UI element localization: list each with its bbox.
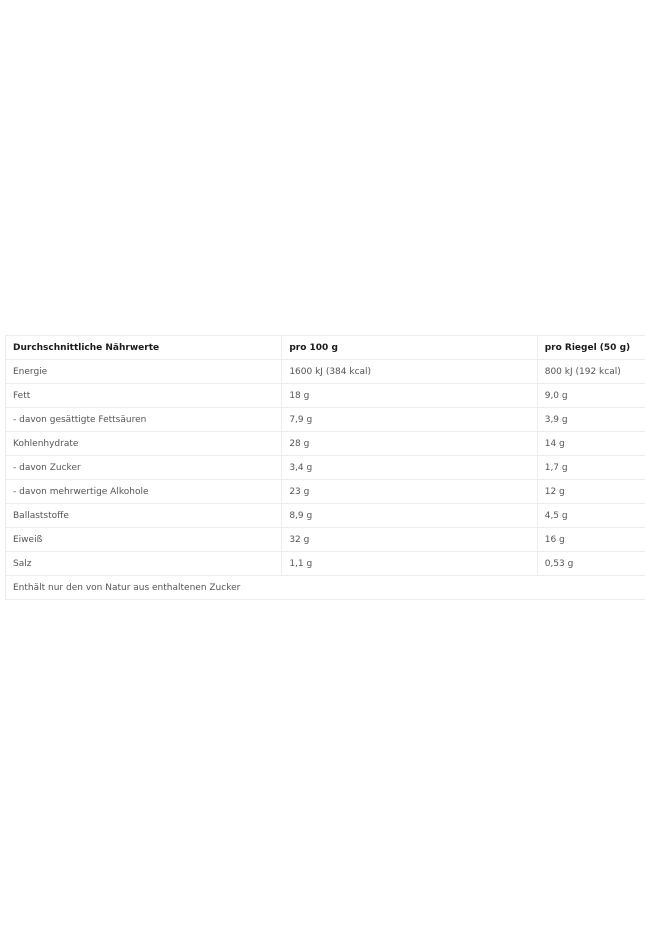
value-per-100g: 1600 kJ (384 kcal) bbox=[282, 360, 537, 384]
value-per-100g: 32 g bbox=[282, 528, 537, 552]
value-per-100g: 23 g bbox=[282, 480, 537, 504]
header-nutrient: Durchschnittliche Nährwerte bbox=[6, 336, 282, 360]
header-per-bar: pro Riegel (50 g) bbox=[537, 336, 645, 360]
table-row bbox=[6, 456, 645, 480]
value-per-100g: 3,4 g bbox=[282, 456, 537, 480]
footnote-text: Enthält nur den von Natur aus enthaltenen Zucker bbox=[6, 576, 645, 600]
table-row bbox=[6, 528, 645, 552]
value-per-100g: 1,1 g bbox=[282, 552, 537, 576]
value-per-bar: 12 g bbox=[537, 480, 645, 504]
nutrient-name: - davon gesättigte Fettsäuren bbox=[6, 408, 282, 432]
nutrient-name: Eiweiß bbox=[6, 528, 282, 552]
value-per-bar: 1,7 g bbox=[537, 456, 645, 480]
header-per-100g: pro 100 g bbox=[282, 336, 537, 360]
nutrition-table bbox=[5, 335, 645, 600]
table-row bbox=[6, 432, 645, 456]
table-row bbox=[6, 552, 645, 576]
nutrient-name: Kohlenhydrate bbox=[6, 432, 282, 456]
nutrient-name: Ballaststoffe bbox=[6, 504, 282, 528]
value-per-bar: 4,5 g bbox=[537, 504, 645, 528]
nutrient-name: Energie bbox=[6, 360, 282, 384]
footnote-row bbox=[6, 576, 645, 600]
table-row bbox=[6, 360, 645, 384]
value-per-bar: 16 g bbox=[537, 528, 645, 552]
nutrient-name: Fett bbox=[6, 384, 282, 408]
table-row bbox=[6, 480, 645, 504]
value-per-100g: 8,9 g bbox=[282, 504, 537, 528]
value-per-bar: 9,0 g bbox=[537, 384, 645, 408]
value-per-100g: 18 g bbox=[282, 384, 537, 408]
table-header-row bbox=[6, 336, 645, 360]
table-row bbox=[6, 408, 645, 432]
value-per-100g: 7,9 g bbox=[282, 408, 537, 432]
nutrient-name: - davon mehrwertige Alkohole bbox=[6, 480, 282, 504]
value-per-100g: 28 g bbox=[282, 432, 537, 456]
value-per-bar: 14 g bbox=[537, 432, 645, 456]
table-row bbox=[6, 384, 645, 408]
value-per-bar: 800 kJ (192 kcal) bbox=[537, 360, 645, 384]
value-per-bar: 0,53 g bbox=[537, 552, 645, 576]
nutrient-name: - davon Zucker bbox=[6, 456, 282, 480]
nutrient-name: Salz bbox=[6, 552, 282, 576]
table-row bbox=[6, 504, 645, 528]
value-per-bar: 3,9 g bbox=[537, 408, 645, 432]
